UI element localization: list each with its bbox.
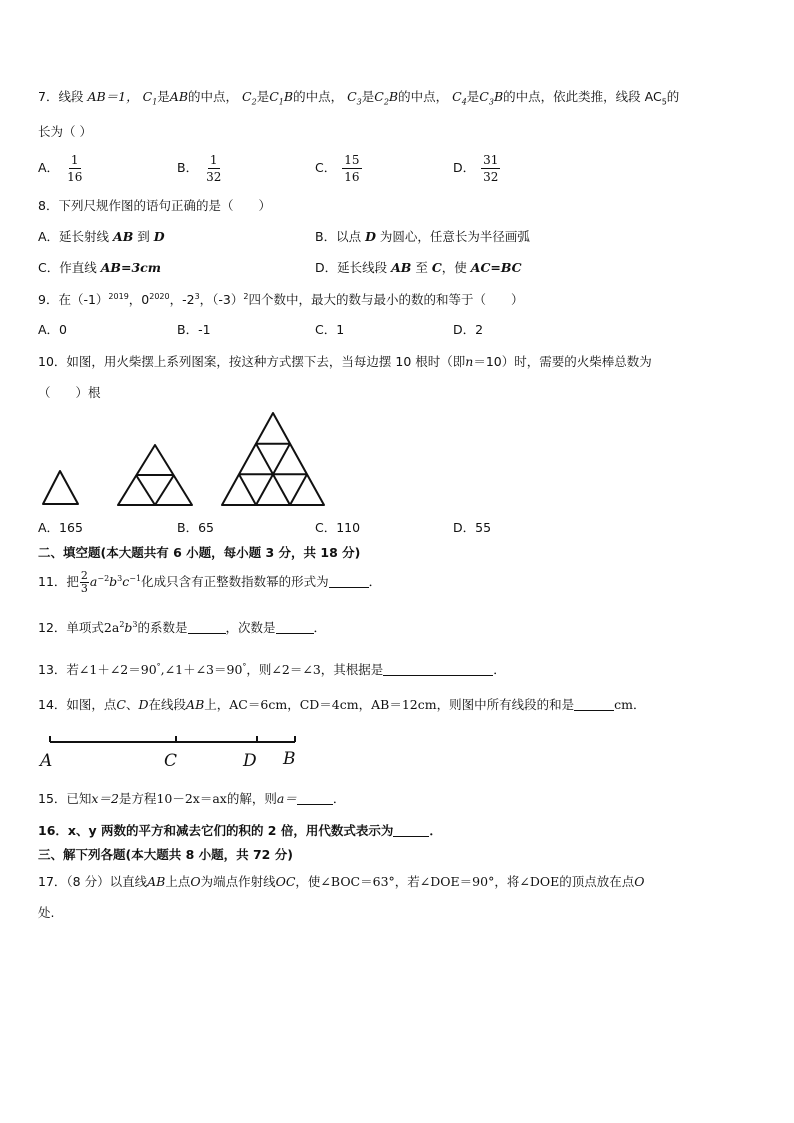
q12-degree-blank[interactable] xyxy=(276,621,314,634)
q7-ac-sub: 5 xyxy=(661,97,667,107)
q16-answer-blank[interactable] xyxy=(393,824,429,837)
q7-text: 的中点， xyxy=(398,89,449,104)
q8-stem: 8．下列尺规作图的语句正确的是（ ） xyxy=(38,198,271,213)
q10-option-b: B．65 xyxy=(177,520,214,535)
q16-stem: 16．x、y 两数的平方和减去它们的积的 2 倍，用代数式表示为 ． xyxy=(38,823,442,838)
q10-stem-line1: 10．如图，用火柴摆上系列图案，按这种方式摆下去，当每边摆 10 根时（即n＝10）时，需要的火柴棒总数为 xyxy=(38,354,652,369)
q9-stem: 9．在$(-1)^{2019}$，$0^{2020}$，$-2^3$，$(-3)^2$四个数中，最大的数与最小的数的和等于（ ） xyxy=(38,292,524,308)
q7-ab-eq: AB＝1， xyxy=(87,89,139,104)
q11-answer-blank[interactable] xyxy=(329,575,369,588)
q7-text: 是 xyxy=(157,89,170,104)
q17-stem-line1: 17．（8 分）以直线AB上点O为端点作射线OC，使∠BOC＝63°，若∠DOE＝90°，将∠DOE的顶点放在点O xyxy=(38,874,645,889)
point-label-b: B xyxy=(283,749,296,769)
q17-stem-line2: 处. xyxy=(38,905,55,920)
q9-option-d: D．2 xyxy=(453,322,484,337)
q13-stem: 13．若∠1＋∠2＝90°,∠1＋∠3＝90°，则∠2＝∠3，其根据是 ． xyxy=(38,662,506,678)
q10-option-a: A．165 xyxy=(38,520,83,535)
q12-coefficient-blank[interactable] xyxy=(188,621,226,634)
q13-answer-blank[interactable] xyxy=(383,663,493,676)
q7-number: 7． xyxy=(38,89,59,104)
q7-c2: $C_2$ xyxy=(242,89,257,107)
q10-option-c: C．110 xyxy=(315,520,361,535)
point-label-d: D xyxy=(243,751,257,771)
q14-answer-blank[interactable] xyxy=(574,698,614,711)
q7-stem-line2: 长为（ ） xyxy=(38,124,92,139)
q7-text: 线段 xyxy=(58,89,84,104)
q7-text: 是 xyxy=(466,89,480,104)
q7-c3: $C_3$ xyxy=(347,89,362,107)
q7-option-d: D． $\frac{31}{32}$ xyxy=(453,153,499,184)
q7-fraction: $\frac{1}{32}$ xyxy=(206,153,222,184)
q7-c1b: $C_1B$ xyxy=(269,89,294,107)
q8-option-d: D．延长线段 AB 至 C，使 AC=BC xyxy=(315,260,522,275)
q9-option-b: B．-1 xyxy=(177,322,211,337)
q8-option-b: B．以点 D 为圆心，任意长为半径画弧 xyxy=(315,229,530,244)
q7-c4: $C_4$ xyxy=(452,89,467,107)
q7-text: 是 xyxy=(256,89,270,104)
section-2-heading: 二、填空题(本大题共有 6 小题，每小题 3 分，共 18 分) xyxy=(38,545,361,560)
q7-fraction: $\frac{15}{16}$ xyxy=(344,153,360,184)
q7-fraction: $\frac{31}{32}$ xyxy=(483,153,499,184)
q15-answer-blank[interactable] xyxy=(297,792,333,805)
q7-c1: $C_1$ xyxy=(142,89,158,107)
q7-c2b: $C_2B$ xyxy=(374,89,399,107)
q7-fraction: $\frac{1}{16}$ xyxy=(67,153,83,184)
q15-stem: 15．已知x＝2是方程10－2x＝ax的解，则a＝ ． xyxy=(38,791,346,806)
triangle-figure-1 xyxy=(43,471,78,504)
q7-text: 的中点， xyxy=(188,89,239,104)
q10-option-d: D．55 xyxy=(453,520,492,535)
matchstick-triangle-figures xyxy=(0,405,794,515)
q14-stem: 14．如图，点C、D在线段AB上，AC＝6cm，CD＝4cm，AB＝12cm，则图中所有线段的和是 cm． xyxy=(38,697,646,712)
q7-ab: AB xyxy=(169,89,189,104)
q11-fraction: $\frac{2}{3}$ xyxy=(80,569,88,595)
q12-stem: 12．单项式$2a^2b^3$的系数是 ，次数是 ． xyxy=(38,620,327,636)
q7-option-b: B． $\frac{1}{32}$ xyxy=(177,153,222,184)
q7-text: 的中点， xyxy=(293,89,344,104)
q7-stem-line1 xyxy=(38,91,679,107)
point-label-c: C xyxy=(164,751,178,771)
q7-text: 的中点，依此类推，线段 AC xyxy=(503,89,662,104)
triangle-figure-2 xyxy=(118,445,192,505)
q11-stem: 11．把 $\frac{2}{3}$ $a^{-2}b^3c^{-1}$化成只含有正整数指数幂的形式为 ． xyxy=(38,569,382,595)
q7-option-a: A． $\frac{1}{16}$ xyxy=(38,153,83,184)
q8-option-a: A．延长射线 AB 到 D xyxy=(38,229,165,244)
q9-option-c: C．1 xyxy=(315,322,345,337)
triangle-figure-3 xyxy=(222,413,324,505)
section-3-heading: 三、解下列各题(本大题共 8 小题，共 72 分) xyxy=(38,847,293,862)
q14-segment-figure xyxy=(30,734,310,774)
point-label-a: A xyxy=(40,751,53,771)
q7-c3b: $C_3B$ xyxy=(479,89,504,107)
q7-text: 是 xyxy=(361,89,375,104)
q9-option-a: A．0 xyxy=(38,322,68,337)
q7-option-c: C． $\frac{15}{16}$ xyxy=(315,153,360,184)
q10-stem-line2: （ ）根 xyxy=(38,385,101,400)
q8-option-c: C．作直线 AB=3cm xyxy=(38,260,161,275)
q7-text: 的 xyxy=(666,89,680,104)
